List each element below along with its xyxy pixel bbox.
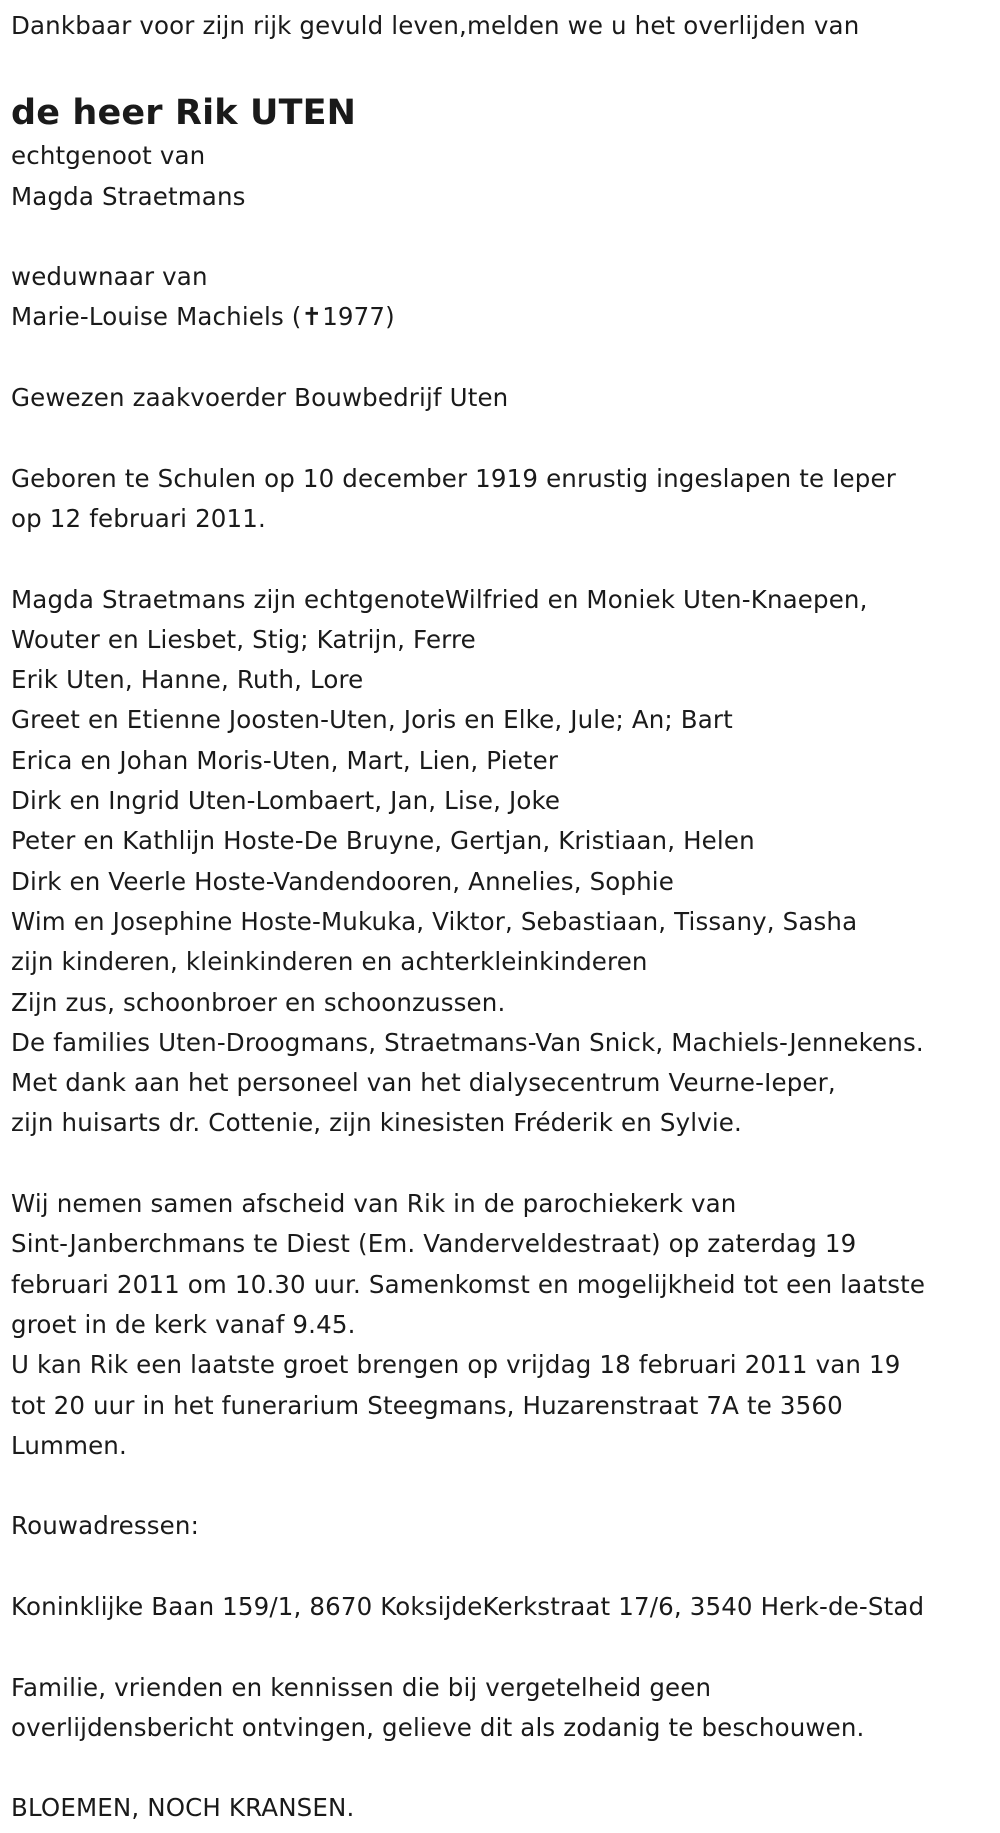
family-line: Dirk en Ingrid Uten-Lombaert, Jan, Lise, Joke [11, 786, 561, 816]
flowers-text: BLOEMEN, NOCH KRANSEN. [11, 1793, 355, 1823]
family-line: Greet en Etienne Joosten-Uten, Joris en Elke, Jule; An; Bart [11, 705, 733, 735]
spacer [11, 1547, 1000, 1587]
family-line: Wouter en Liesbet, Stig; Katrijn, Ferre [11, 624, 476, 654]
birth-death-line: op 12 februari 2011. [11, 503, 266, 533]
ceremony-line: groet in de kerk vanaf 9.45. [11, 1309, 356, 1339]
deceased-name: de heer Rik UTEN [11, 93, 357, 134]
family-line: Erica en Johan Moris-Uten, Mart, Lien, Pieter [11, 745, 559, 775]
ceremony-line: februari 2011 om 10.30 uur. Samenkomst en mogelijkheid tot een laatste [11, 1269, 926, 1299]
ceremony-line: Sint-Janberchmans te Diest (Em. Vanderveldestraat) op zaterdag 19 [11, 1229, 857, 1259]
ceremony-line: Wij nemen samen afscheid van Rik in de parochiekerk van [11, 1189, 737, 1219]
family-line: Magda Straetmans zijn echtgenoteWilfried en Moniek Uten-Knaepen, [11, 584, 868, 614]
ceremony-line: Lummen. [11, 1430, 127, 1460]
addresses-label: Rouwadressen: [11, 1511, 199, 1541]
spacer [11, 418, 1000, 458]
notice-line: Familie, vrienden en kennissen die bij vergetelheid geen [11, 1672, 712, 1702]
spacer [11, 46, 1000, 90]
spacer [11, 217, 1000, 257]
spacer [11, 539, 1000, 579]
ceremony-line: tot 20 uur in het funerarium Steegmans, Huzarenstraat 7A te 3560 [11, 1390, 843, 1420]
death-notice [0, 6, 1000, 1833]
occupation-text: Gewezen zaakvoerder Bouwbedrijf Uten [11, 383, 509, 413]
notice-line: overlijdensbericht ontvingen, gelieve dit als zodanig te beschouwen. [11, 1712, 865, 1742]
spacer [11, 1144, 1000, 1184]
family-line: zijn huisarts dr. Cottenie, zijn kinesisten Fréderik en Sylvie. [11, 1108, 742, 1138]
addresses-text: Koninklijke Baan 159/1, 8670 KoksijdeKerkstraat 17/6, 3540 Herk-de-Stad [11, 1591, 925, 1621]
family-line: Wim en Josephine Hoste-Mukuka, Viktor, Sebastiaan, Tissany, Sasha [11, 906, 858, 936]
family-line: Dirk en Veerle Hoste-Vandendooren, Annelies, Sophie [11, 866, 674, 896]
spacer [11, 1466, 1000, 1506]
ceremony-line: U kan Rik een laatste groet brengen op vrijdag 18 februari 2011 van 19 [11, 1350, 901, 1380]
spouse-name: Magda Straetmans [11, 181, 246, 211]
intro-text: Dankbaar voor zijn rijk gevuld leven,melden we u het overlijden van [11, 11, 860, 40]
spouse-label: echtgenoot van [11, 141, 206, 171]
family-line: Met dank aan het personeel van het dialysecentrum Veurne-Ieper, [11, 1068, 836, 1098]
spacer [11, 1748, 1000, 1788]
family-line: Erik Uten, Hanne, Ruth, Lore [11, 665, 364, 695]
family-line: Peter en Kathlijn Hoste-De Bruyne, Gertjan, Kristiaan, Helen [11, 826, 755, 856]
spacer [11, 1627, 1000, 1667]
birth-death-line: Geboren te Schulen op 10 december 1919 enrustig ingeslapen te Ieper [11, 463, 896, 493]
widower-name: Marie-Louise Machiels (✝1977) [11, 302, 395, 332]
spacer [11, 338, 1000, 378]
widower-label: weduwnaar van [11, 262, 208, 292]
family-line: Zijn zus, schoonbroer en schoonzussen. [11, 987, 506, 1017]
family-line: zijn kinderen, kleinkinderen en achterkleinkinderen [11, 947, 648, 977]
family-line: De families Uten-Droogmans, Straetmans-Van Snick, Machiels-Jennekens. [11, 1027, 924, 1057]
